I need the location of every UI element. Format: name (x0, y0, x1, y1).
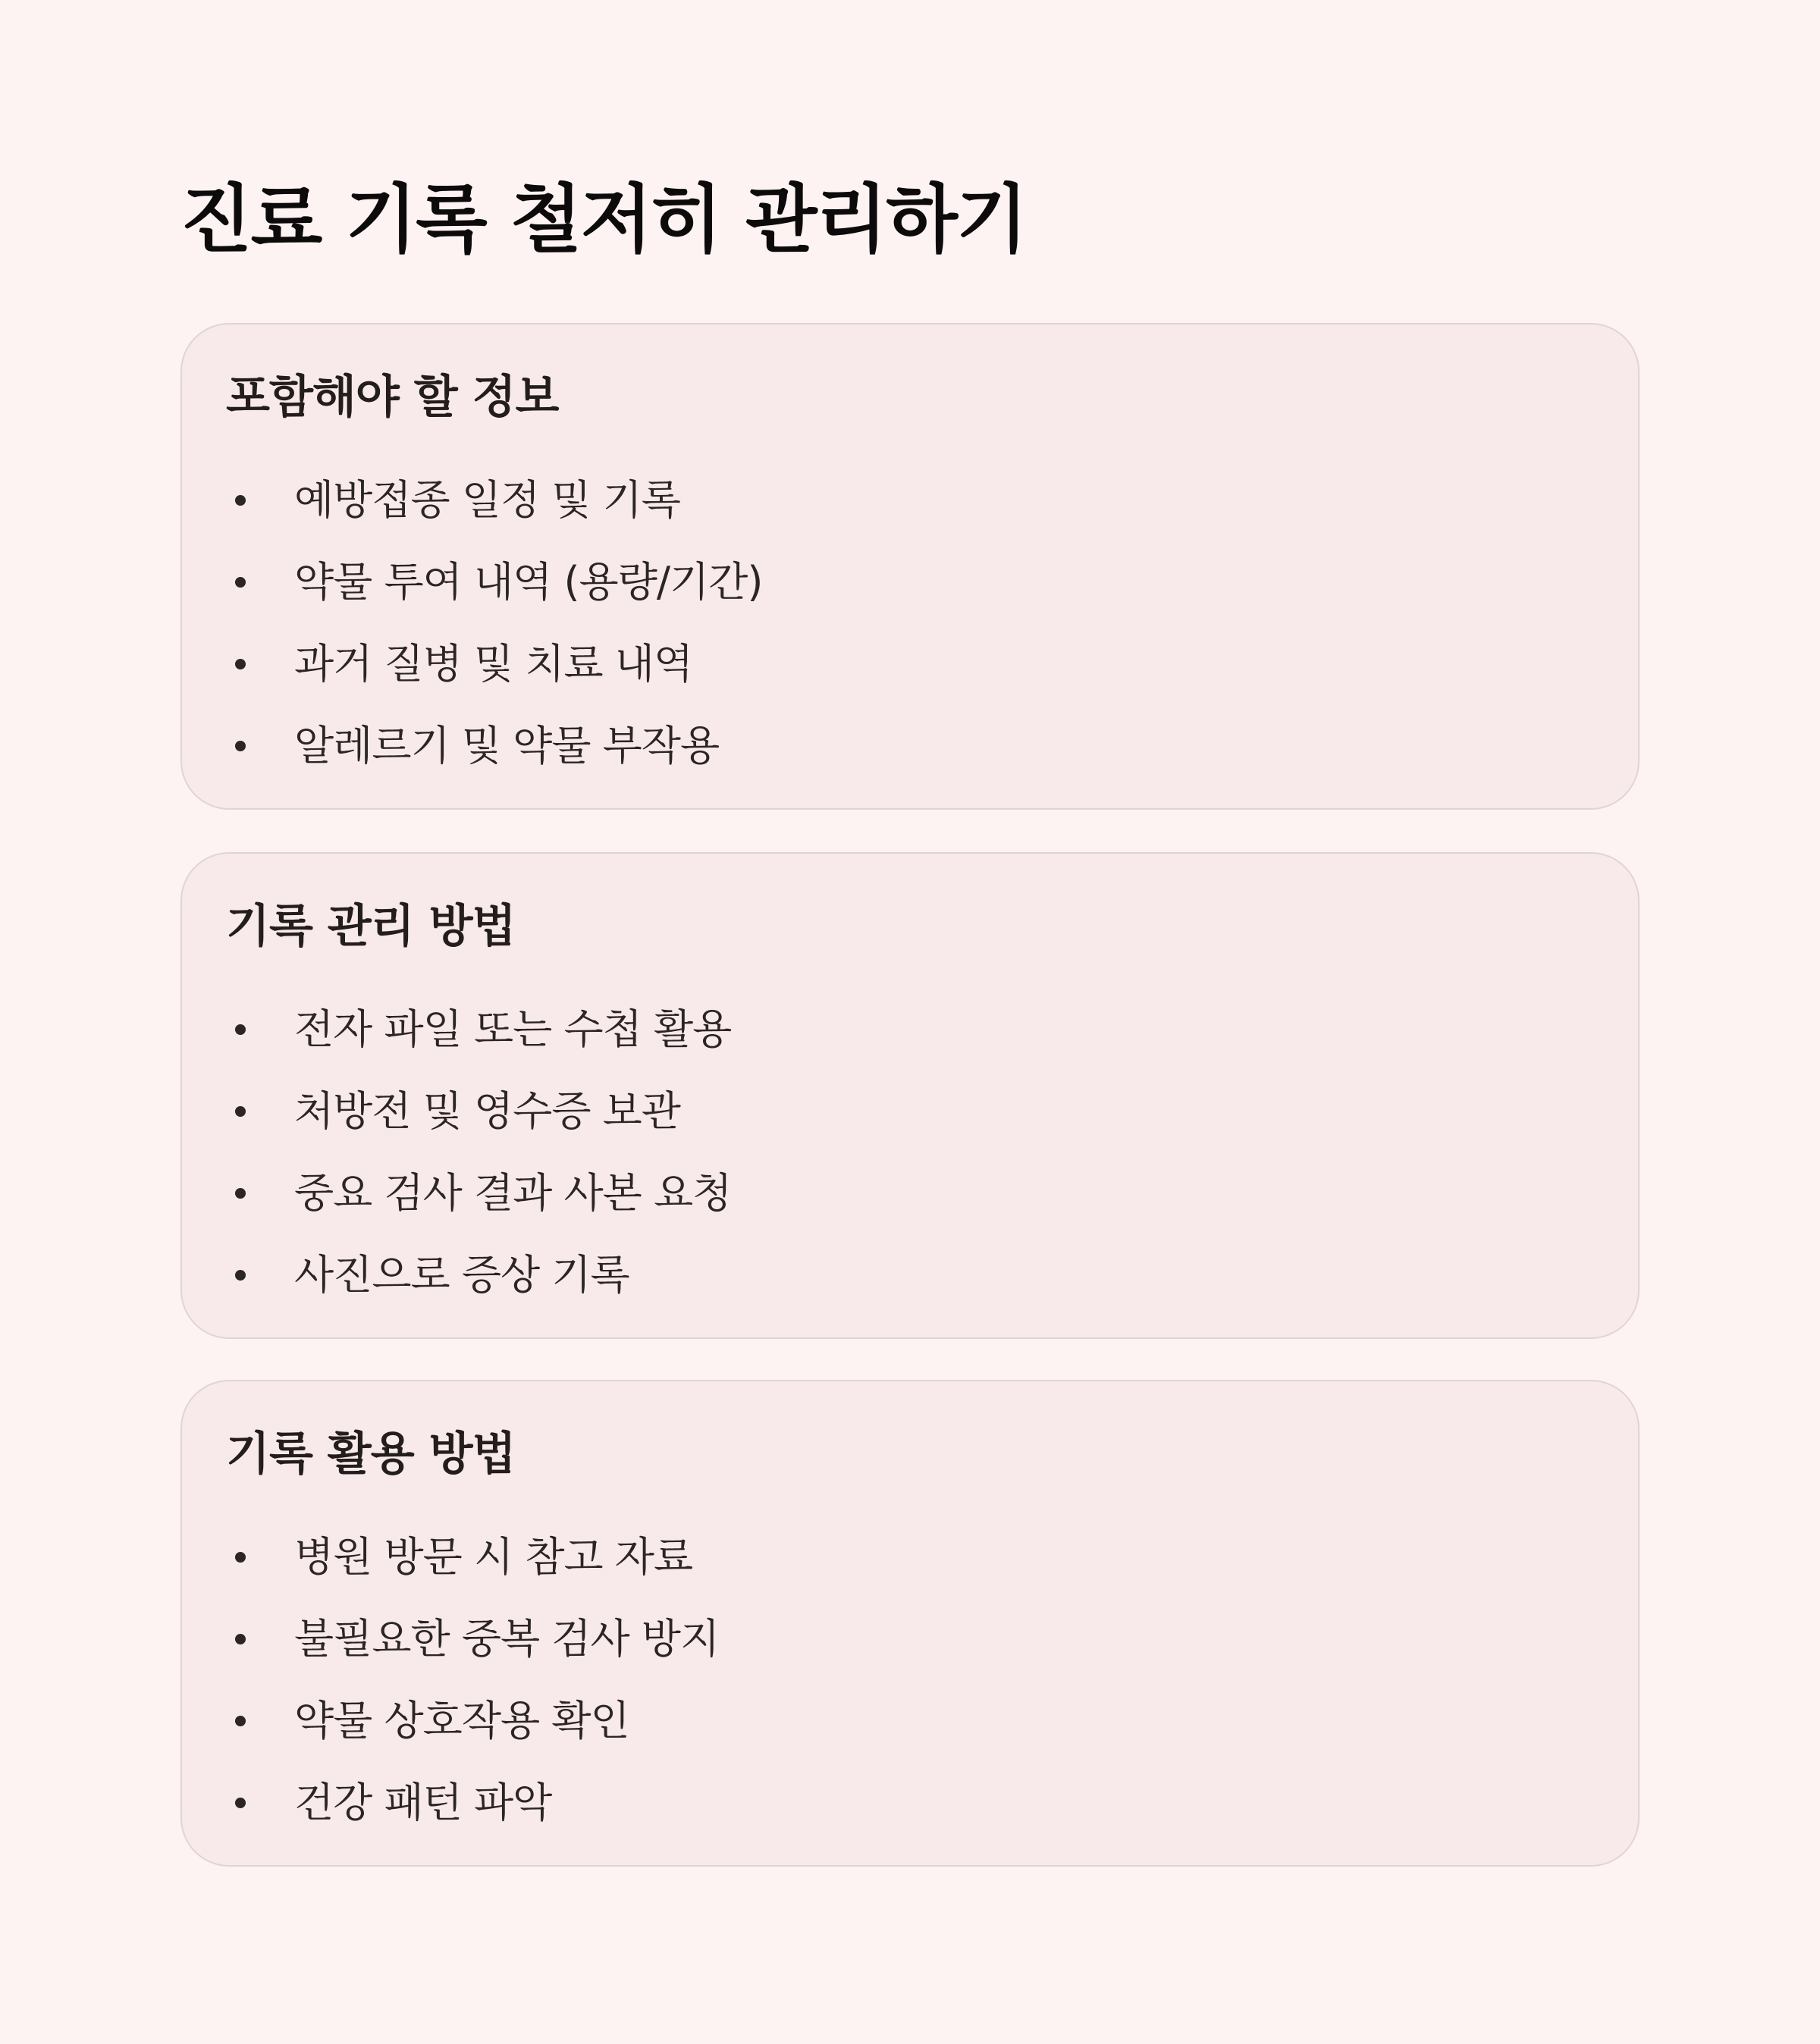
list-item-text: 병원 방문 시 참고 자료 (294, 1532, 693, 1581)
bullet-icon (235, 1634, 246, 1644)
list-item (226, 459, 762, 541)
list-item (226, 1152, 731, 1234)
list-item (226, 541, 762, 623)
bullet-icon (235, 1798, 246, 1808)
card-title: 기록 활용 방법 (226, 1428, 516, 1481)
page-title: 진료 기록 철저히 관리하기 (180, 177, 1027, 263)
bullet-icon (235, 577, 246, 588)
list-item (226, 1234, 731, 1316)
list-item (226, 1680, 719, 1762)
list-item-text: 약물 투여 내역 (용량/기간) (294, 557, 763, 606)
list-item-text: 처방전 및 영수증 보관 (294, 1086, 680, 1135)
bullet-icon (235, 659, 246, 669)
record-management-list (226, 989, 731, 1316)
list-item-text: 과거 질병 및 치료 내역 (294, 639, 693, 688)
bullet-icon (235, 495, 246, 506)
list-item (226, 705, 762, 787)
list-item (226, 623, 762, 705)
list-item-text: 예방접종 일정 및 기록 (294, 475, 680, 524)
list-item (226, 1071, 731, 1152)
bullet-icon (235, 1024, 246, 1035)
list-item-text: 알레르기 및 약물 부작용 (294, 721, 720, 770)
bullet-icon (235, 1270, 246, 1281)
record-usage-card (180, 1380, 1640, 1867)
bullet-icon (235, 1716, 246, 1726)
bullet-icon (235, 1188, 246, 1199)
list-item-text: 약물 상호작용 확인 (294, 1696, 629, 1745)
bullet-icon (235, 1552, 246, 1563)
list-item (226, 1762, 719, 1844)
list-item-text: 건강 패턴 파악 (294, 1778, 552, 1826)
info-to-include-list (226, 459, 762, 787)
list-item (226, 1516, 719, 1598)
list-item-text: 사진으로 증상 기록 (294, 1250, 629, 1299)
list-item-text: 불필요한 중복 검사 방지 (294, 1614, 720, 1663)
bullet-icon (235, 741, 246, 751)
list-item-text: 중요 검사 결과 사본 요청 (294, 1168, 732, 1217)
record-usage-list (226, 1516, 719, 1844)
record-management-card (180, 852, 1640, 1339)
list-item (226, 1598, 719, 1680)
list-item (226, 989, 731, 1071)
card-title: 기록 관리 방법 (226, 900, 516, 953)
info-to-include-card (180, 323, 1640, 810)
bullet-icon (235, 1106, 246, 1117)
card-title: 포함해야 할 정보 (226, 371, 559, 424)
list-item-text: 전자 파일 또는 수첩 활용 (294, 1005, 732, 1053)
